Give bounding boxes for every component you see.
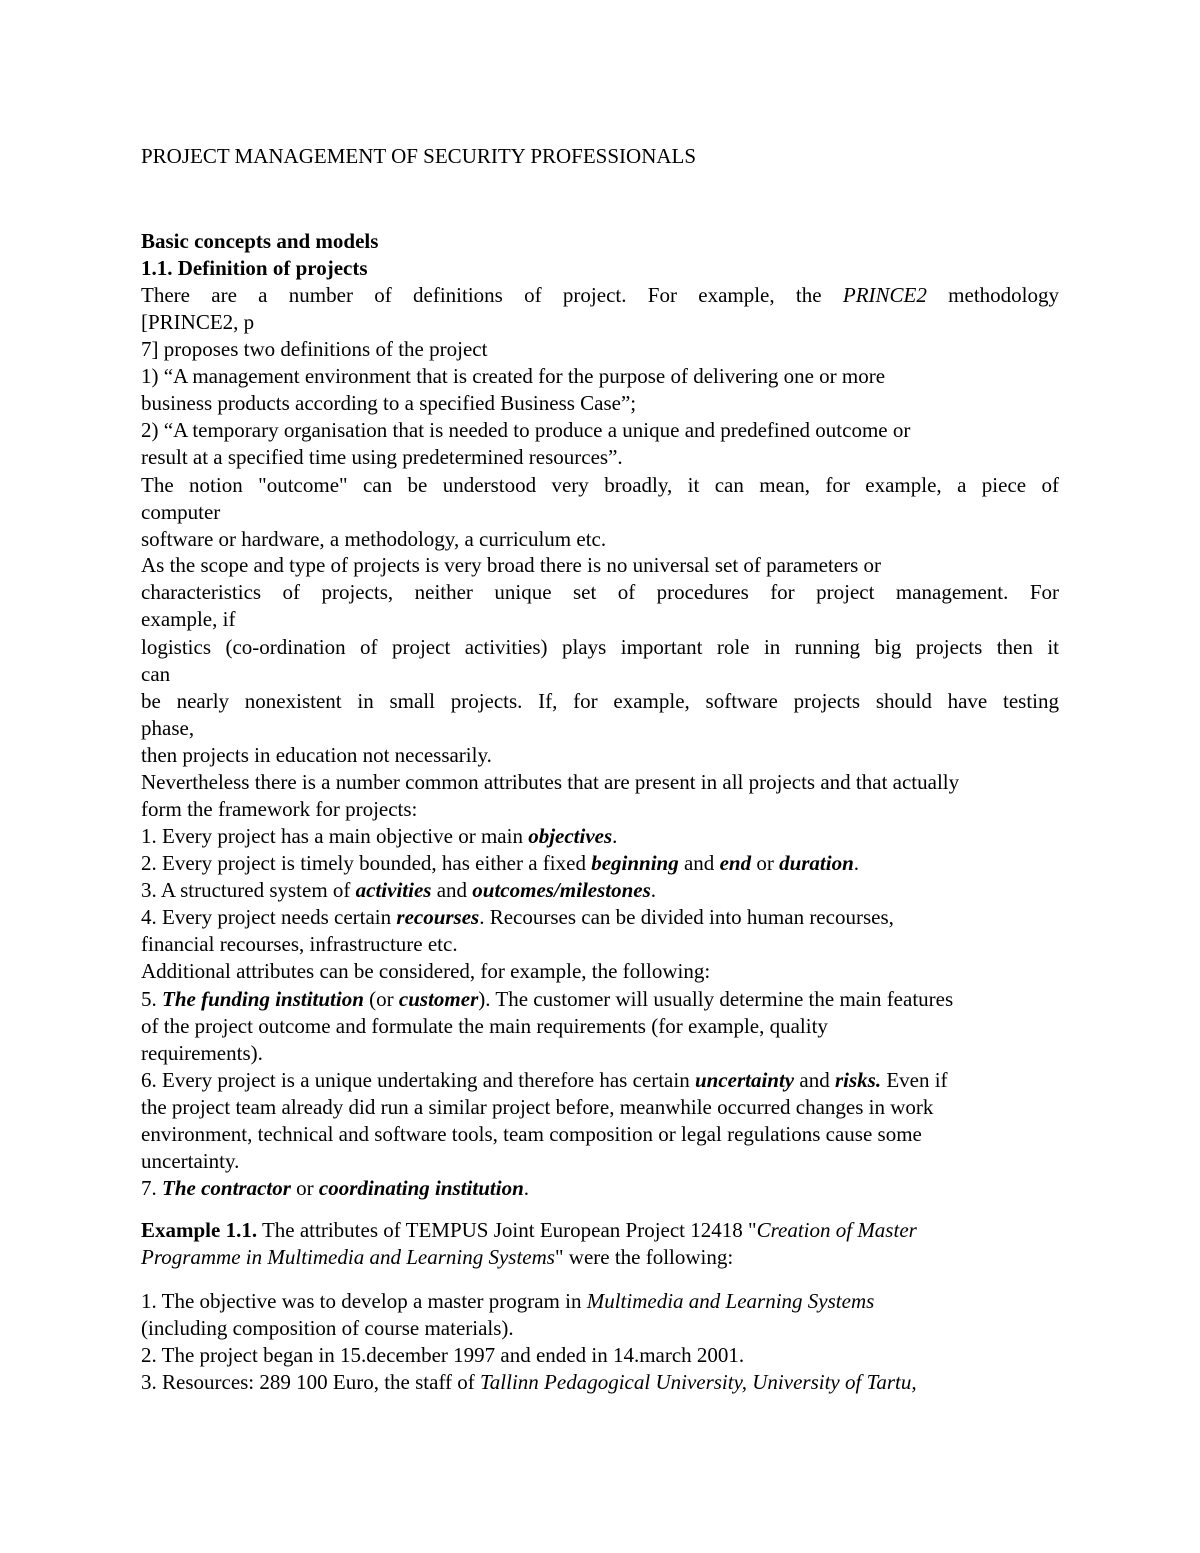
paragraph-line: Nevertheless there is a number common attributes that are present in all projects and that actually (141, 770, 960, 794)
paragraph-line: software or hardware, a methodology, a curriculum etc. (141, 527, 607, 551)
list-item: 3. A structured system of activities and outcomes/milestones. (141, 878, 657, 902)
paragraph-line: example, if (141, 607, 236, 631)
list-item: 1. Every project has a main objective or main objectives. (141, 824, 618, 848)
example-item: 1. The objective was to develop a master program in Multimedia and Learning Systems (141, 1289, 875, 1313)
paragraph-line: then projects in education not necessarily. (141, 743, 492, 767)
document-title: PROJECT MANAGEMENT OF SECURITY PROFESSIONALS (141, 144, 697, 168)
paragraph-line: As the scope and type of projects is very broad there is no universal set of parameters or (141, 553, 882, 577)
list-item: 7. The contractor or coordinating institution. (141, 1176, 529, 1200)
paragraph-line: phase, (141, 716, 195, 740)
paragraph-line: result at a specified time using predetermined resources”. (141, 445, 623, 469)
paragraph-line: be nearly nonexistent in small projects. If, for example, software projects should have testing (141, 689, 1059, 713)
list-item-continuation: requirements). (141, 1041, 263, 1065)
paragraph-line: can (141, 662, 171, 686)
list-item-continuation: of the project outcome and formulate the main requirements (for example, quality (141, 1014, 828, 1038)
list-item-continuation: financial recourses, infrastructure etc. (141, 932, 458, 956)
paragraph-line: 7] proposes two definitions of the project (141, 337, 488, 361)
paragraph-line: computer (141, 500, 221, 524)
paragraph-line: 2) “A temporary organisation that is needed to produce a unique and predefined outcome or (141, 418, 911, 442)
paragraph-line: 1) “A management environment that is created for the purpose of delivering one or more (141, 364, 886, 388)
paragraph-line: The notion "outcome" can be understood very broadly, it can mean, for example, a piece of (141, 473, 1059, 497)
paragraph-line: characteristics of projects, neither unique set of procedures for project management. For (141, 580, 1059, 604)
list-item-continuation: uncertainty. (141, 1149, 240, 1173)
list-item-continuation: environment, technical and software tools, team composition or legal regulations cause some (141, 1122, 922, 1146)
paragraph-line: [PRINCE2, p (141, 310, 255, 334)
list-item: 4. Every project needs certain recourses. Recourses can be divided into human recourses, (141, 905, 894, 929)
list-item: 6. Every project is a unique undertaking and therefore has certain uncertainty and risks. Even if (141, 1068, 948, 1092)
paragraph-line: Additional attributes can be considered, for example, the following: (141, 959, 711, 983)
example-item: 3. Resources: 289 100 Euro, the staff of Tallinn Pedagogical University, University of Tartu, (141, 1370, 917, 1394)
paragraph-line: form the framework for projects: (141, 797, 418, 821)
paragraph-line: business products according to a specified Business Case”; (141, 391, 637, 415)
list-item: 5. The funding institution (or customer). The customer will usually determine the main features (141, 987, 954, 1011)
example-item-continuation: (including composition of course materials). (141, 1316, 514, 1340)
section-heading: Basic concepts and models (141, 229, 379, 253)
example-heading-continuation: Programme in Multimedia and Learning Systems" were the following: (141, 1245, 734, 1269)
paragraph-line: There are a number of definitions of project. For example, the PRINCE2 methodology (141, 283, 1060, 307)
list-item: 2. Every project is timely bounded, has either a fixed beginning and end or duration. (141, 851, 860, 875)
example-heading: Example 1.1. The attributes of TEMPUS Joint European Project 12418 "Creation of Master (141, 1218, 917, 1242)
list-item-continuation: the project team already did run a similar project before, meanwhile occurred changes in work (141, 1095, 934, 1119)
paragraph-line: logistics (co-ordination of project activities) plays important role in running big projects then it (141, 635, 1059, 659)
subsection-heading: 1.1. Definition of projects (141, 256, 368, 280)
example-item: 2. The project began in 15.december 1997 and ended in 14.march 2001. (141, 1343, 745, 1367)
